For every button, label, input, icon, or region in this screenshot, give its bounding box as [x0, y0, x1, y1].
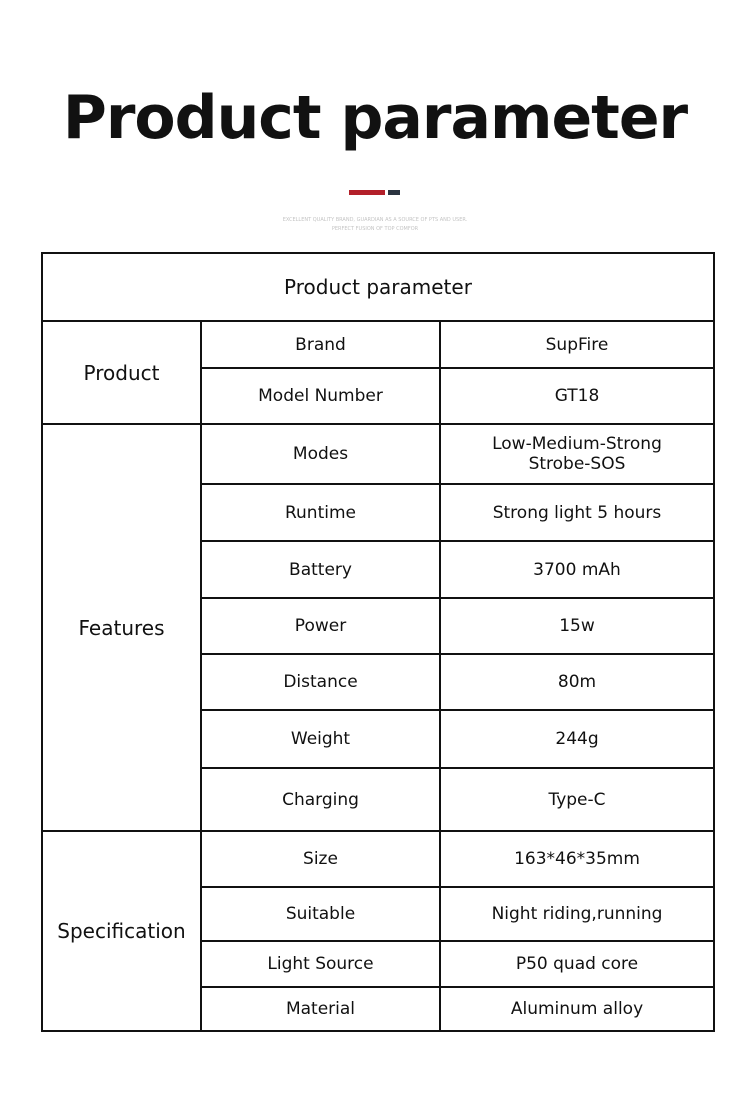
param-value: Night riding,running [440, 887, 714, 941]
param-label: Charging [201, 768, 440, 831]
param-value: Strong light 5 hours [440, 484, 714, 541]
param-label: Size [201, 831, 440, 887]
parameter-table [41, 252, 715, 1032]
tagline-line-1: EXCELLENT QUALITY BRAND, GUARDIAN AS A SOURCE OF PTS AND USER. [282, 217, 468, 223]
param-value [440, 424, 714, 484]
param-value: 3700 mAh [440, 541, 714, 598]
param-value: Aluminum alloy [440, 987, 714, 1031]
param-value: Type-C [440, 768, 714, 831]
param-label: Battery [201, 541, 440, 598]
param-label: Model Number [201, 368, 440, 424]
param-label: Weight [201, 710, 440, 768]
param-label: Modes [201, 424, 440, 484]
param-value: 80m [440, 654, 714, 710]
table-header: Product parameter [42, 253, 714, 321]
param-value: 244g [440, 710, 714, 768]
param-value: SupFire [440, 321, 714, 368]
param-label: Suitable [201, 887, 440, 941]
tagline [200, 216, 550, 234]
group-label-specification: Specification [42, 831, 201, 1031]
param-value: P50 quad core [440, 941, 714, 987]
param-value-line-1: Low-Medium-Strong [492, 434, 662, 454]
group-label-product: Product [42, 321, 201, 424]
accent-divider-red [349, 190, 385, 195]
param-value: 15w [440, 598, 714, 654]
table-header-row [42, 253, 714, 321]
param-label: Brand [201, 321, 440, 368]
param-value-line-2: Strobe-SOS [528, 454, 626, 474]
accent-divider-dark [388, 190, 400, 195]
tagline-line-2: PERFECT FUSION OF TOP COMFOR [331, 226, 419, 232]
table-row [42, 831, 714, 887]
param-label: Power [201, 598, 440, 654]
param-value: 163*46*35mm [440, 831, 714, 887]
param-label: Distance [201, 654, 440, 710]
param-label: Runtime [201, 484, 440, 541]
table-row [42, 424, 714, 484]
param-label: Light Source [201, 941, 440, 987]
param-value: GT18 [440, 368, 714, 424]
page-title: Product parameter [62, 83, 688, 153]
table-row [42, 321, 714, 368]
group-label-features: Features [42, 424, 201, 831]
param-label: Material [201, 987, 440, 1031]
